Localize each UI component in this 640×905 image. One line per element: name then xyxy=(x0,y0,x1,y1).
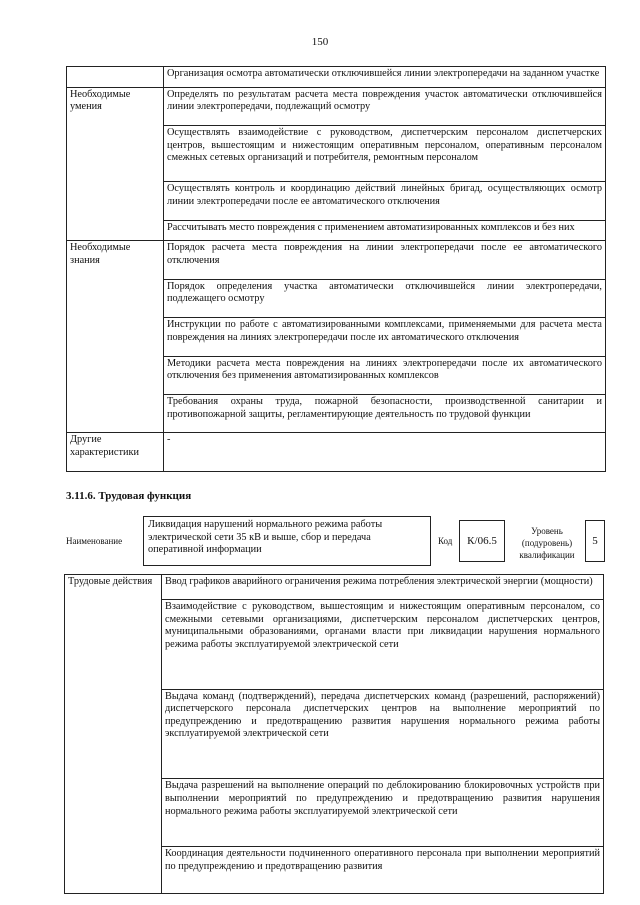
table-row xyxy=(67,87,606,125)
table-row xyxy=(67,241,606,279)
table-row xyxy=(65,575,604,600)
row-label-cell: Необходимые умения xyxy=(67,87,164,241)
row-content-cell: Требования охраны труда, пожарной безопасности, производственной санитарии и противопожарной защиты, регламентирующие деятельность по трудовой функции xyxy=(164,395,606,433)
page-number: 150 xyxy=(311,36,329,48)
table-row xyxy=(67,433,606,472)
row-content-cell: - xyxy=(164,433,606,472)
section-title: 3.11.6. Трудовая функция xyxy=(66,490,192,502)
row-content-cell: Рассчитывать место повреждения с применением автоматизированных комплексов и без них xyxy=(164,220,606,241)
row-label-cell: Другие характеристики xyxy=(67,433,164,472)
row-content-cell: Порядок определения участка автоматически отключившейся линии электропередачи, подлежащего осмотру xyxy=(164,279,606,317)
row-content-cell: Взаимодействие с руководством, вышестоящим и нижестоящим оперативным персоналом, со смежными сетевыми организациями, диспетчерским персоналом диспетчерских центров, муниципальными образованиями, органами власти при ликвидации нарушения нормального режима работы эксплуатируемой электрической сети xyxy=(162,599,604,689)
row-content-cell: Порядок расчета места повреждения на линии электропередачи после ее автоматического отключения xyxy=(164,241,606,279)
row-content-cell: Определять по результатам расчета места повреждения участок автоматически отключившейся линии электропередачи, подлежащий осмотру xyxy=(164,87,606,125)
row-content-cell: Осуществлять взаимодействие с руководством, диспетчерским персоналом диспетчерских центров, вышестоящим и нижестоящим оперативным персоналом, оперативным персоналом смежных сетевых организаций и потребителя, ремонтным персоналом xyxy=(164,126,606,182)
row-content-cell: Инструкции по работе с автоматизированными комплексами, применяемыми для расчета места повреждения на линиях электропередачи после их автоматического отключения xyxy=(164,318,606,356)
row-content-cell: Ввод графиков аварийного ограничения режима потребления электрической энергии (мощности) xyxy=(162,575,604,600)
level-value-box: 5 xyxy=(585,520,605,562)
row-label-cell: Трудовые действия xyxy=(65,575,162,894)
labor-actions-table xyxy=(64,574,604,894)
row-content-cell: Методики расчета места повреждения на линиях электропередачи после их автоматического отключения без применения автоматизированных комплексов xyxy=(164,356,606,394)
row-label-cell xyxy=(67,67,164,88)
row-content-cell: Осуществлять контроль и координацию действий линейных бригад, осуществляющих осмотр линии электропередачи после ее автоматического отключения xyxy=(164,182,606,220)
row-content-cell: Выдача команд (подтверждений), передача диспетчерских команд (разрешений, распоряжений) диспетчерского персонала диспетчерских центров на выполнение мероприятий по предупреждению и предотвращению развития нарушения нормального режима работы эксплуатируемой электрической сети xyxy=(162,689,604,779)
row-content-cell: Организация осмотра автоматически отключившейся линии электропередачи на заданном участке xyxy=(164,67,606,88)
row-content-cell: Координация деятельности подчиненного оперативного персонала при выполнении мероприятий по предупреждению и предотвращению развития xyxy=(162,847,604,894)
code-value-box: К/06.5 xyxy=(459,520,505,562)
knowledge-skills-table xyxy=(66,66,606,472)
row-content-cell: Выдача разрешений на выполнение операций по деблокированию блокировочных устройств при выполнении мероприятий по предупреждению и предотвращению развития нарушения нормального режима работы эксплуатируемой электрической сети xyxy=(162,779,604,847)
code-label: Код xyxy=(438,536,453,546)
name-label: Наименование xyxy=(66,536,123,546)
level-label: Уровень (подуровень) квалификации xyxy=(519,526,575,560)
row-label-cell: Необходимые знания xyxy=(67,241,164,433)
table-row xyxy=(67,67,606,88)
function-name-box: Ликвидация нарушений нормального режима работы электрической сети 35 кВ и выше, сбор и передача оперативной информации xyxy=(143,516,431,566)
